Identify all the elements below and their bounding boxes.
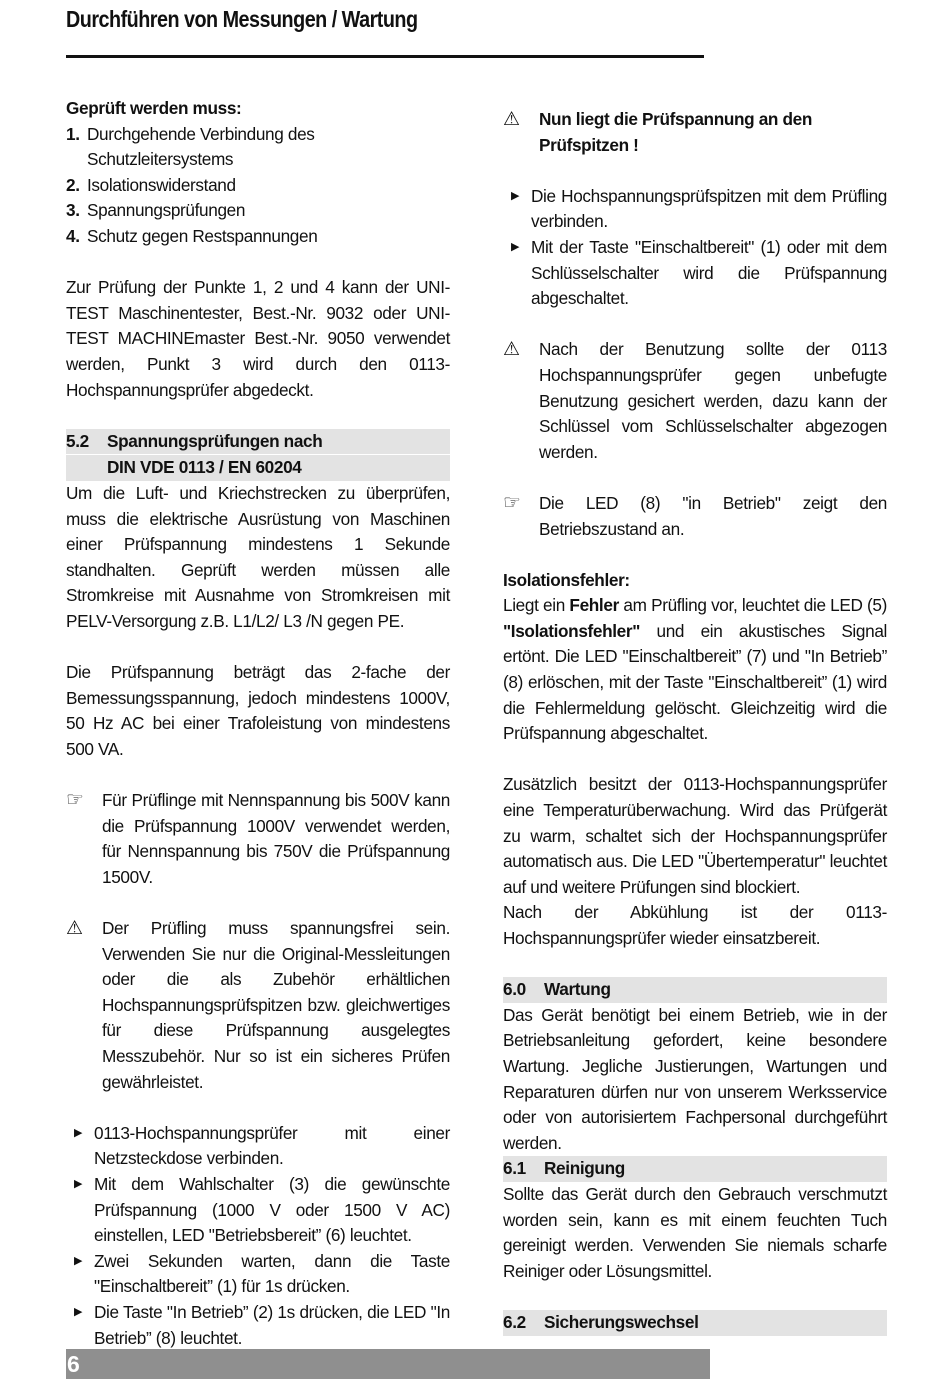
list-item: 3. Spannungsprüfungen (66, 200, 246, 221)
isolation-paragraph: Liegt ein Fehler am Prüfling vor, leuchtet die LED (5) "Isolationsfehler" und ein akustisches Signal ertönt. Die LED "Einschaltbereit” (7) und "In Betrieb” (8) erlöschen, mit der Taste "Einschaltbereit” (1) wird die Fehlermeldung gelöscht. Gleichzeitig wird die Prüfspannung abgeschaltet. (503, 595, 887, 744)
list-item: ▶ 0113-Hochspannungsprüfer mit einer Netzsteckdose verbinden. (66, 1121, 450, 1172)
triangle-bullet-icon: ▶ (511, 189, 520, 202)
paragraph: Zusätzlich besitzt der 0113-Hochspannungsprüfer eine Temperaturüberwachung. Wird das Prüfgerät zu warm, schaltet sich der Hochspannungsprüfer automatisch aus. Die LED "Übertemperatur" leuchtet auf und weitere Prüfungen sind blockiert. (503, 774, 887, 897)
warning-triangle-icon: ⚠ (66, 918, 83, 939)
triangle-bullet-icon: ▶ (74, 1177, 83, 1190)
section-heading-5-2: 5.2 Spannungsprüfungen nach DIN VDE 0113 / EN 60204 (66, 429, 450, 481)
warning-note: ⚠ Der Prüfling muss spannungsfrei sein. Verwenden Sie nur die Original-Messleitungen oder die als Zubehör erhältlichen Hochspannungsprüfspitzen bzw. gleichwertiges für diese Prüfspannung ausgelegtes Messzubehör. Nur so ist ein sicheres Prüfen gewährleistet. (66, 916, 450, 1095)
triangle-bullet-icon: ▶ (74, 1305, 83, 1318)
isolation-heading: Isolationsfehler: (503, 569, 630, 590)
hint-note: ☞ Für Prüflinge mit Nennspannung bis 500V kann die Prüfspannung 1000V verwendet werden, für Nennspannung bis 750V die Prüfspannung 1500V. (66, 788, 450, 890)
list-item: 4. Schutz gegen Restspannungen (66, 225, 318, 246)
page-title: Durchführen von Messungen / Wartung (66, 6, 418, 32)
paragraph: Sollte das Gerät durch den Gebrauch verschmutzt worden sein, kann es mit einem feuchten Tuch gereinigt werden. Verwenden Sie niemals scharfe Reiniger oder Lösungsmittel. (503, 1183, 887, 1281)
intro-paragraph: Zur Prüfung der Punkte 1, 2 und 4 kann der UNI-TEST Maschinentester, Best.-Nr. 9032 oder UNI-TEST MACHINEmaster Best.-Nr. 9050 verwendet werden, Punkt 3 wird durch den 0113-Hochspannungsprüfer abgedeckt. (66, 277, 450, 400)
paragraph: Um die Luft- und Kriechstrecken zu überprüfen, muss die elektrische Ausrüstung von Maschinen einer Prüfspannung mindestens 1 Sekunde standhalten. Geprüft werden müssen alle Stromkreise mit Ausnahme von Stromkreisen mit PELV-Versorgung z.B. L1/L2/ L3 /N gegen PE. (66, 482, 450, 631)
header-rule (66, 55, 704, 58)
section-heading-6-0: 6.0 Wartung (503, 977, 887, 1003)
section-heading-6-2: 6.2 Sicherungswechsel (503, 1310, 887, 1336)
step-list (503, 184, 887, 312)
triangle-bullet-icon: ▶ (74, 1126, 83, 1139)
warning-note: ⚠ Nun liegt die Prüfspannung an den Prüfspitzen ! (503, 107, 887, 158)
paragraph: Nach der Abkühlung ist der 0113-Hochspannungsprüfer wieder einsatzbereit. (503, 902, 887, 948)
check-list (66, 122, 450, 250)
list-item: ▶ Die Hochspannungsprüfspitzen mit dem Prüfling verbinden. (503, 184, 887, 235)
left-column (66, 96, 450, 1351)
list-item: ▶ Mit der Taste "Einschaltbereit" (1) oder mit dem Schlüsselschalter wird die Prüfspannung abgeschaltet. (503, 235, 887, 312)
pointing-hand-icon: ☞ (503, 491, 521, 514)
list-item: ▶ Die Taste "In Betrieb” (2) 1s drücken, die LED "In Betrieb” (8) leuchtet. (66, 1300, 450, 1351)
triangle-bullet-icon: ▶ (74, 1254, 83, 1267)
triangle-bullet-icon: ▶ (511, 240, 520, 253)
step-list (66, 1121, 450, 1351)
list-item: 1. Durchgehende Verbindung des Schutzleitersystems (66, 123, 315, 170)
list-item: ▶ Mit dem Wahlschalter (3) die gewünschte Prüfspannung (1000 V oder 1500 V AC) einstellen, LED "Betriebsbereit” (6) leuchtet. (66, 1172, 450, 1249)
paragraph: Das Gerät benötigt bei einem Betrieb, wie in der Betriebsanleitung gefordert, keine besondere Wartung. Jegliche Justierungen, Wartungen und Reparaturen dürfen nur von unserem Werksservice oder von autorisiertem Fachpersonal durchgeführt werden. (503, 1004, 887, 1153)
warning-triangle-icon: ⚠ (503, 339, 520, 361)
page-number: 6 (67, 1351, 80, 1377)
list-item: ▶ Zwei Sekunden warten, dann die Taste "Einschaltbereit” (1) für 1s drücken. (66, 1249, 450, 1300)
list-item: 2. Isolationswiderstand (66, 174, 236, 195)
right-column (503, 107, 887, 1336)
warning-triangle-icon: ⚠ (503, 109, 520, 130)
section-heading-6-1: 6.1 Reinigung (503, 1156, 887, 1182)
check-heading: Geprüft werden muss: (66, 98, 242, 118)
paragraph: Die Prüfspannung beträgt das 2-fache der Bemessungsspannung, jedoch mindestens 1000V, 50 Hz AC bei einer Trafoleistung von mindestens 500 VA. (66, 662, 450, 759)
warning-note: ⚠ Nach der Benutzung sollte der 0113 Hochspannungsprüfer gegen unbefugte Benutzung gesichert werden, dazu kann der Schlüssel vom Schlüsselschalter abgezogen werden. (503, 337, 887, 465)
hint-note: ☞ Die LED (8) "in Betrieb" zeigt den Betriebszustand an. (503, 491, 887, 542)
pointing-hand-icon: ☞ (66, 789, 84, 812)
footer-bar (66, 1349, 710, 1379)
